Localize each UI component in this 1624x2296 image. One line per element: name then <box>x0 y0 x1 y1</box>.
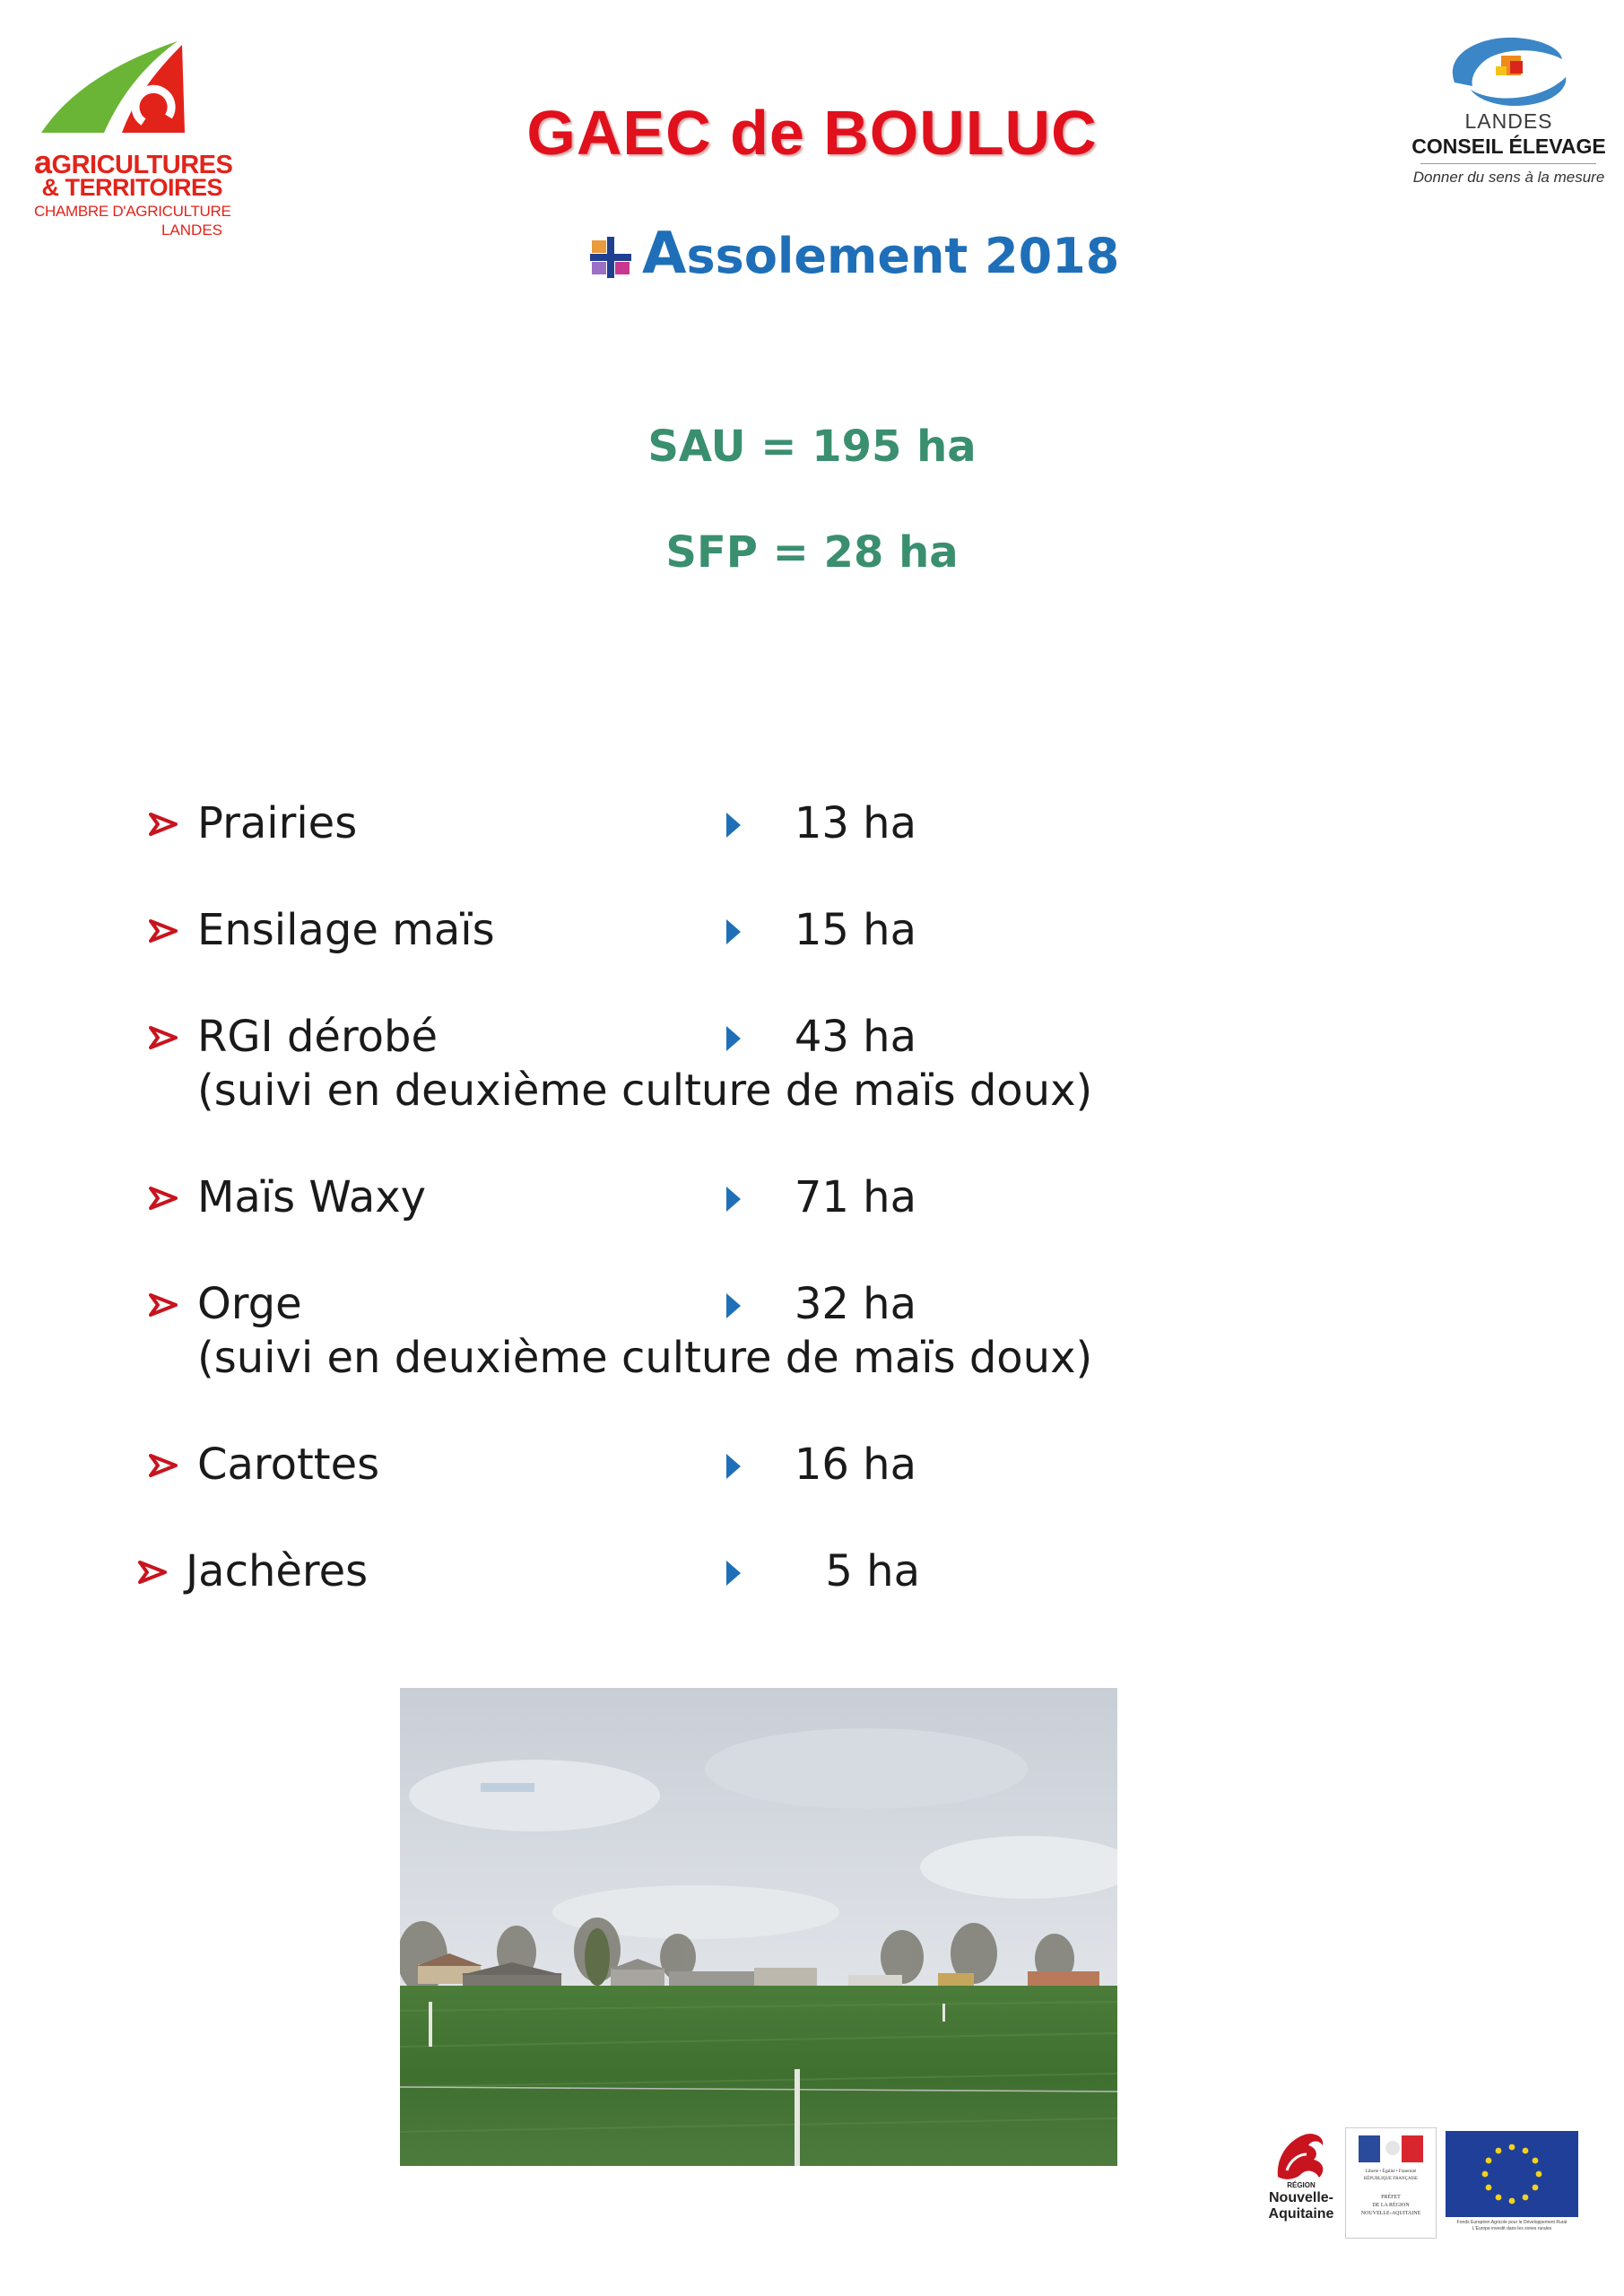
lion-emblem-icon <box>1260 2127 1342 2183</box>
list-item <box>0 798 1624 852</box>
list-item <box>0 905 1624 959</box>
crop-name: RGI dérobé <box>197 1012 439 1062</box>
prefet-region-name: NOUVELLE-AQUITAINE <box>1360 2211 1421 2216</box>
eu-star-icon <box>1486 2185 1492 2191</box>
eu-caption-line2: L'Europe investit dans les zones rurales <box>1472 2226 1552 2231</box>
eu-star-icon <box>1509 2198 1515 2205</box>
blue-triangle-icon <box>725 1452 743 1481</box>
region-nouvelle-aquitaine-logo <box>1260 2127 1342 2226</box>
eu-caption-line1: Fonds Européen Agricole pour le Développement Rural <box>1456 2220 1568 2225</box>
prefet-republique: RÉPUBLIQUE FRANÇAISE <box>1363 2177 1419 2181</box>
crop-area: 5 ha <box>825 1546 920 1596</box>
prefet-de-la-region: DE LA RÉGION <box>1372 2203 1410 2208</box>
red-arrow-bullet-icon <box>138 1559 169 1586</box>
crop-area: 32 ha <box>794 1279 916 1329</box>
crop-name: Carottes <box>197 1439 380 1490</box>
crop-name: Orge <box>197 1279 302 1329</box>
farm-landscape-illustration <box>400 1688 1117 2166</box>
blue-triangle-icon <box>725 1185 743 1213</box>
cross-bullet-icon <box>588 235 633 280</box>
blue-triangle-icon <box>725 918 743 946</box>
subtitle-block <box>588 215 1126 296</box>
subtitle-text: ssolement 2018 <box>686 228 1120 284</box>
eu-flag-icon <box>1446 2131 1578 2217</box>
subtitle-first-letter: A <box>642 221 687 287</box>
crop-area: 13 ha <box>794 798 916 848</box>
crop-name: Ensilage maïs <box>197 905 495 955</box>
crop-name: Maïs Waxy <box>197 1172 427 1222</box>
list-item <box>0 1172 1624 1226</box>
logo-right-line2: CONSEIL ÉLEVAGE <box>1411 135 1606 158</box>
french-flag-icon <box>1346 2132 1436 2168</box>
blue-triangle-icon <box>725 1559 743 1587</box>
sfp-total: SFP = 28 ha <box>665 527 959 578</box>
farm-landscape-photo <box>400 1688 1117 2166</box>
eu-star-icon <box>1533 2185 1539 2191</box>
eu-star-icon <box>1482 2171 1489 2178</box>
logo-right-tagline: Donner du sens à la mesure <box>1412 169 1605 186</box>
red-arrow-bullet-icon <box>149 811 179 838</box>
red-arrow-bullet-icon <box>149 1185 179 1212</box>
eu-feader-logo <box>1446 2131 1578 2234</box>
eu-star-icon <box>1486 2158 1492 2164</box>
page-title: GAEC de BOULUC <box>526 98 1098 168</box>
crop-name: Prairies <box>197 798 358 848</box>
crop-area: 43 ha <box>794 1012 916 1062</box>
blue-triangle-icon <box>725 1024 743 1053</box>
crop-note: (suivi en deuxième culture de maïs doux) <box>197 1065 1093 1116</box>
eu-star-icon <box>1509 2144 1515 2151</box>
blue-triangle-icon <box>725 811 743 839</box>
prefet-label: PRÉFET <box>1381 2195 1401 2200</box>
list-item <box>0 1012 1624 1065</box>
region-line1: RÉGION <box>1287 2181 1316 2189</box>
eu-star-icon <box>1496 2148 1502 2154</box>
blue-triangle-icon <box>725 1292 743 1320</box>
eu-star-icon <box>1523 2148 1529 2154</box>
logo-right-line1: LANDES <box>1464 109 1553 133</box>
crop-area: 15 ha <box>794 905 916 955</box>
prefet-motto: Liberté • Égalité • Fraternité <box>1365 2170 1417 2174</box>
red-arrow-bullet-icon <box>149 1452 179 1479</box>
eu-star-icon <box>1496 2195 1502 2201</box>
region-line3: Aquitaine <box>1268 2206 1334 2222</box>
sau-total: SAU = 195 ha <box>647 422 977 472</box>
crop-note: (suivi en deuxième culture de maïs doux) <box>197 1333 1093 1383</box>
eu-star-icon <box>1523 2195 1529 2201</box>
prefet-region-logo <box>1345 2127 1437 2239</box>
red-arrow-bullet-icon <box>149 918 179 944</box>
list-item <box>0 1279 1624 1333</box>
logo-left-line1-rest: GRICULTURES <box>51 151 233 179</box>
region-line2: Nouvelle- <box>1268 2190 1333 2205</box>
list-item <box>0 1439 1624 1493</box>
logo-left-line3: CHAMBRE D'AGRICULTURE <box>34 203 231 220</box>
red-arrow-bullet-icon <box>149 1292 179 1318</box>
red-arrow-bullet-icon <box>149 1024 179 1051</box>
list-item <box>0 1546 1624 1600</box>
crop-name: Jachères <box>186 1546 369 1596</box>
conseil-elevage-logo-mark <box>1408 27 1610 108</box>
eu-star-icon <box>1536 2171 1542 2178</box>
logo-left-line1-first: a <box>34 144 52 180</box>
crop-area: 71 ha <box>794 1172 916 1222</box>
eu-star-icon <box>1533 2158 1539 2164</box>
logo-left-line4: LANDES <box>161 222 222 239</box>
logo-left-line2: & TERRITOIRES <box>41 174 222 201</box>
crop-area: 16 ha <box>794 1439 916 1490</box>
